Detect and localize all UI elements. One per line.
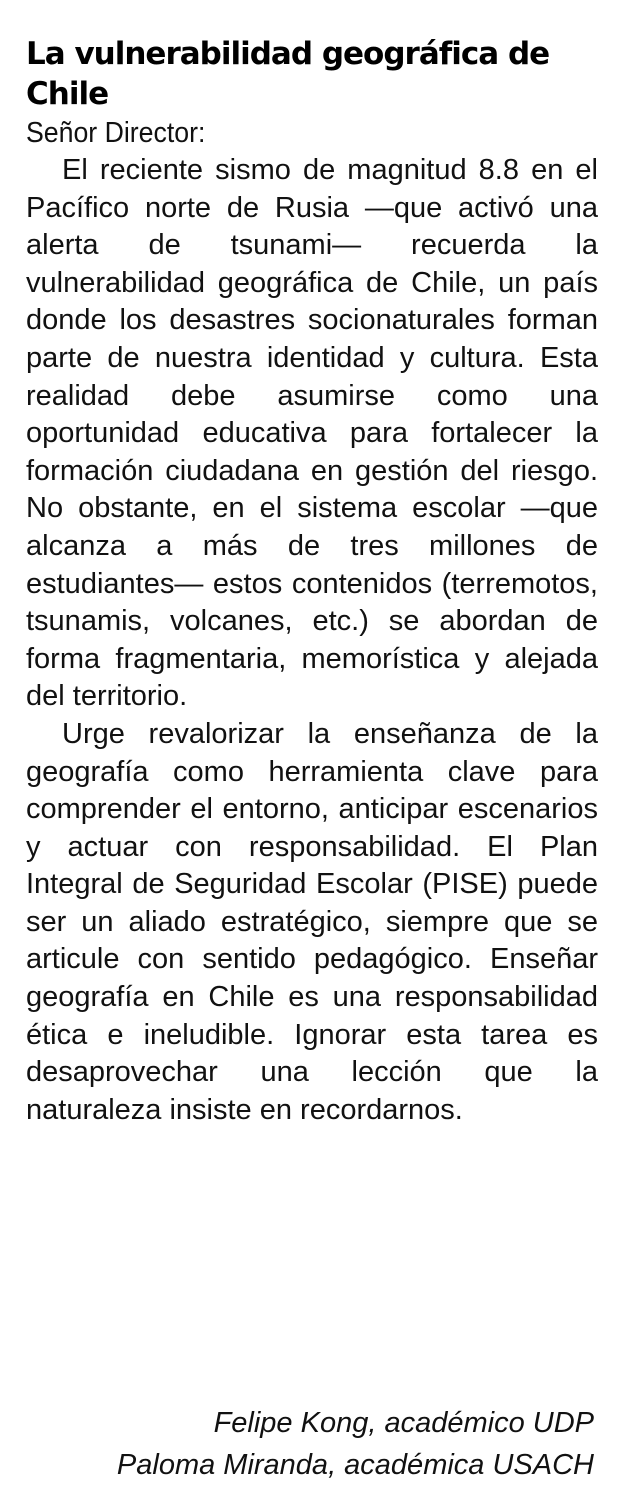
salutation: Señor Director: bbox=[26, 117, 206, 149]
paragraph-2: Urge revalorizar la enseñanza de la geografía como herramienta clave para comprender el entorno, anticipar escenarios y actuar con responsabilidad. El Plan Integral de Seguridad Escolar (PISE) puede ser un aliado estratégico, siempre que se articule con sentido pedagógico. Enseñar geografía en Chile es una responsabilidad ética e ineludible. Ignorar esta tarea es desaprovechar una lección que la naturaleza insiste en recordarnos. bbox=[26, 717, 598, 1126]
signature-line-2: Paloma Miranda, académica USACH bbox=[116, 1449, 594, 1481]
signature-block bbox=[117, 1402, 594, 1486]
signature-line-1: Felipe Kong, académico UDP bbox=[213, 1407, 594, 1439]
letter-to-editor bbox=[26, 34, 598, 1129]
headline: La vulnerabilidad geográfica de Chile bbox=[26, 36, 550, 112]
paragraph-1: El reciente sismo de magnitud 8.8 en el Pacífico norte de Rusia —que activó una alerta de tsunami— recuerda la vulnerabilidad geográfica de Chile, un país donde los desastres socionaturales forman parte de nuestra identidad y cultura. Esta realidad debe asumirse como una oportunidad educativa para fortalecer la formación ciudadana en gestión del riesgo. No obstante, en el sistema escolar —que alcanza a más de tres millones de estudiantes— estos contenidos (terremotos, tsunamis, volcanes, etc.) se abordan de forma fragmentaria, memorística y alejada del territorio. bbox=[26, 154, 598, 713]
